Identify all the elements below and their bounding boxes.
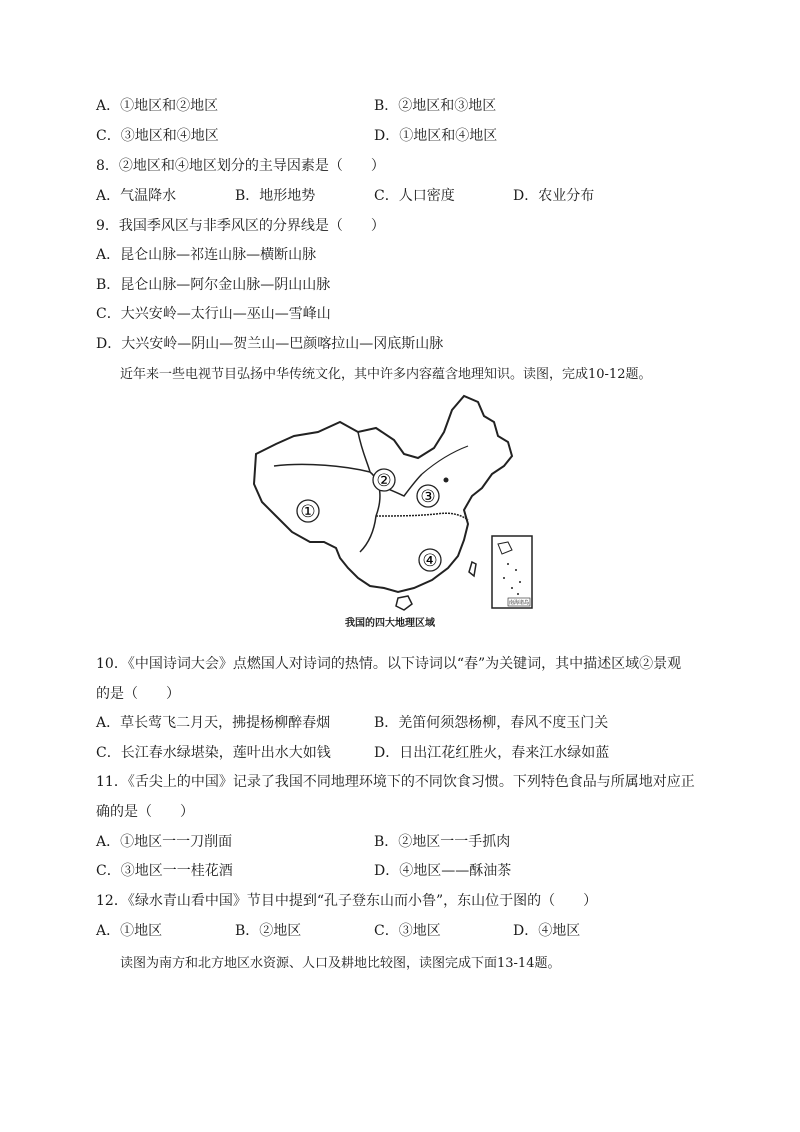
q7-option-c: C．③地区和④地区 (96, 128, 219, 144)
intro-10-12: 近年来一些电视节目弘扬中华传统文化，其中许多内容蕴含地理知识。读图，完成10-12题。 (120, 367, 652, 382)
q8-option-c: C．人口密度 (374, 188, 455, 204)
beijing-dot (444, 478, 449, 483)
q9-option-c: C．大兴安岭—太行山—巫山—雪峰山 (96, 306, 331, 322)
q11-option-a: A．①地区一一刀削面 (96, 834, 233, 850)
q8-option-d: D．农业分布 (513, 188, 595, 204)
q10-stem-line2: 的是（ ） (96, 686, 180, 702)
q12-stem: 12．《绿水青山看中国》节目中提到“孔子登东山而小鲁”，东山位于图的（ ） (96, 893, 598, 909)
q10-option-d: D．日出江花红胜火，春来江水绿如蓝 (374, 745, 610, 761)
q9-option-a: A．昆仑山脉—祁连山脉—横断山脉 (96, 247, 317, 263)
q12-option-d: D．④地区 (513, 923, 581, 939)
q7-option-a: A．①地区和②地区 (96, 98, 219, 114)
inset-label: 南海诸岛 (508, 600, 530, 606)
q8-stem: 8．②地区和④地区划分的主导因素是（ ） (96, 158, 385, 174)
boundary-qinghai-tibet (274, 464, 380, 552)
region-2-label: ② (376, 471, 392, 491)
region-4-label: ④ (422, 551, 438, 571)
q8-option-b: B．地形地势 (235, 188, 316, 204)
q9-option-b: B．昆仑山脉—阿尔金山脉—阴山山脉 (96, 277, 331, 293)
map-graphic (246, 392, 534, 614)
q10-option-a: A．草长莺飞二月天，拂提杨柳醉春烟 (96, 715, 331, 731)
q10-stem-line1: 10．《中国诗词大会》点燃国人对诗词的热情。以下诗词以“春”为关键词，其中描述区域②景观 (96, 656, 682, 672)
q7-option-d: D．①地区和④地区 (374, 128, 498, 144)
hainan-island (396, 596, 412, 610)
q10-option-c: C．长江春水绿堪染，莲叶出水大如钱 (96, 745, 331, 761)
q9-stem: 9．我国季风区与非季风区的分界线是（ ） (96, 218, 385, 234)
q11-option-d: D．④地区——酥油茶 (374, 863, 512, 879)
region-3-label: ③ (420, 487, 436, 507)
q11-option-b: B．②地区一一手抓肉 (374, 834, 511, 850)
q11-stem-line2: 确的是（ ） (96, 804, 194, 820)
map-caption: 我国的四大地理区域 (345, 618, 435, 629)
q11-option-c: C．③地区一一桂花酒 (96, 863, 233, 879)
region-1-label: ① (300, 502, 316, 522)
q12-option-a: A．①地区 (96, 923, 163, 939)
boundary-north-south (376, 513, 468, 520)
intro-13-14: 读图为南方和北方地区水资源、人口及耕地比较图，读图完成下面13-14题。 (120, 956, 561, 971)
south-china-sea-inset (492, 536, 532, 608)
china-four-regions-map (246, 392, 534, 632)
q10-option-b: B．羌笛何须怨杨柳，春风不度玉门关 (374, 715, 609, 731)
q9-option-d: D．大兴安岭—阴山—贺兰山—巴颜喀拉山—冈底斯山脉 (96, 336, 444, 352)
q7-option-b: B．②地区和③地区 (374, 98, 497, 114)
q12-option-c: C．③地区 (374, 923, 441, 939)
q8-option-a: A．气温降水 (96, 188, 177, 204)
q11-stem-line1: 11．《舌尖上的中国》记录了我国不同地理环境下的不同饮食习惯。下列特色食品与所属地对应正 (96, 774, 695, 790)
q12-option-b: B．②地区 (235, 923, 302, 939)
taiwan-island (469, 562, 476, 576)
